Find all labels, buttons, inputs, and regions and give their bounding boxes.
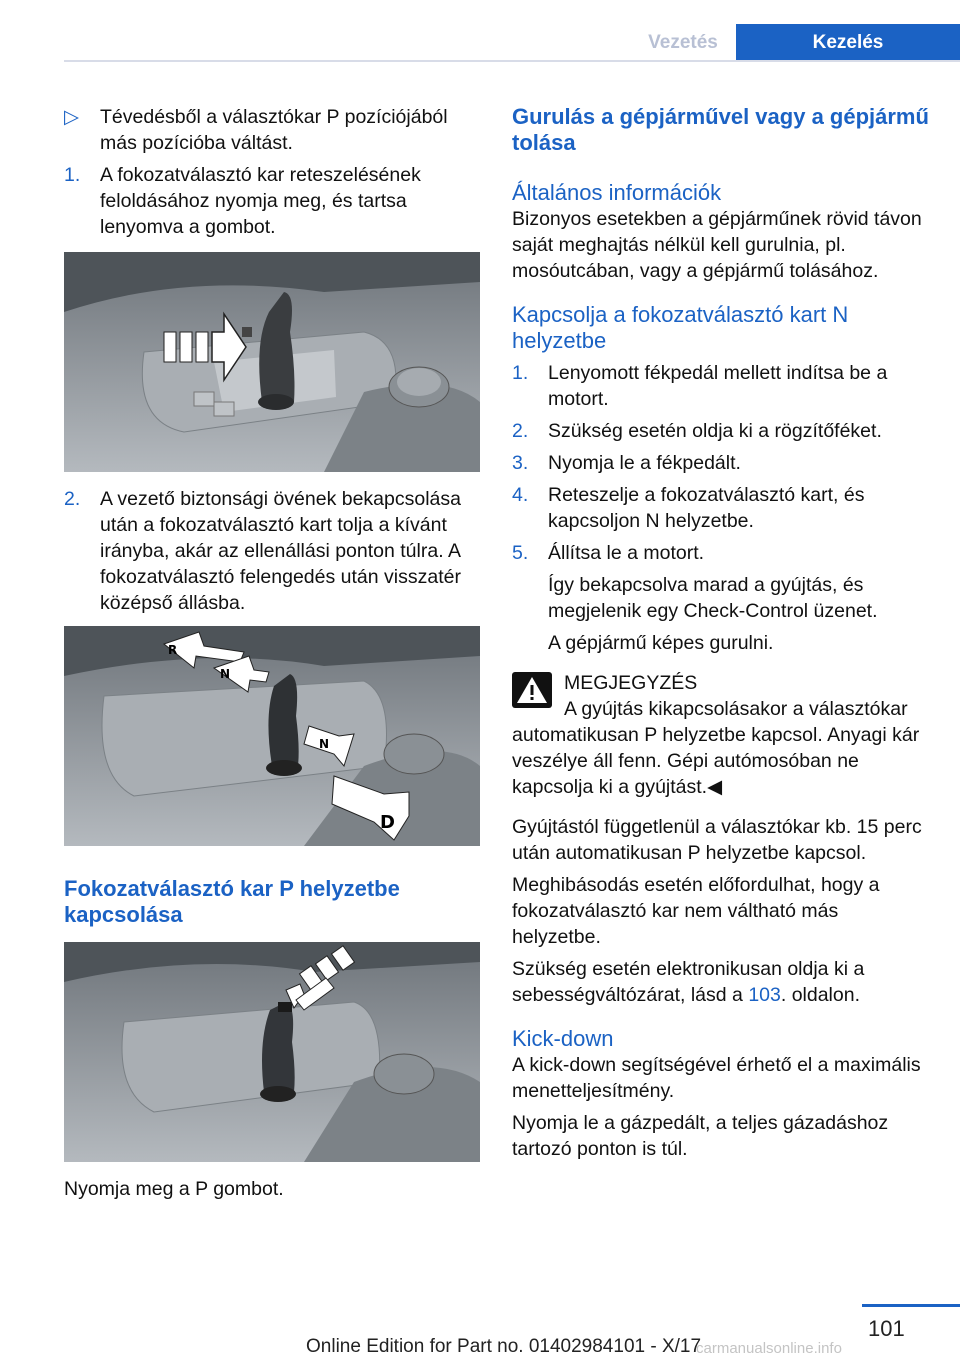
footer-divider (862, 1304, 960, 1307)
header-divider (64, 60, 960, 62)
step-number: 2. (512, 420, 529, 442)
gear-selector-photo-2 (64, 626, 480, 846)
gear-selector-photo-3 (64, 942, 480, 1162)
section-heading-main: Gurulás a gépjárművel vagy a gépjármű tolása (512, 104, 929, 155)
page-number: 101 (868, 1316, 905, 1341)
step-text: A fokozatválasztó kar reteszelésének feloldásához nyomja meg, és tartsa lenyomva a gombot. (100, 164, 421, 238)
subheading-kickdown: Kick-down (512, 1026, 614, 1051)
left-step2 (64, 486, 484, 616)
para-failure: Meghibásodás esetén előfordulhat, hogy a fokozatválasztó kar nem váltható más helyzetbe. (512, 874, 880, 948)
neutral-steps (512, 360, 932, 656)
step-number: 4. (512, 484, 529, 506)
step-item (64, 486, 484, 616)
tab-vezetes[interactable]: Vezetés (648, 32, 718, 53)
note-text: A gyújtás kikapcsolásakor a választókar automatikusan P helyzetbe kapcsol. Anyagi kár veszélye áll fenn. Gépi autómosóban ne kapcsolja ki a gyújtást.◀ (512, 698, 920, 798)
step-number: 2. (64, 488, 81, 510)
triangle-marker-icon: ▷ (64, 106, 79, 128)
step-item (64, 162, 484, 240)
warning-triangle-icon (512, 672, 552, 708)
tab-kezeles[interactable]: Kezelés (736, 24, 960, 62)
watermark: carmanualsonline.info (696, 1340, 842, 1357)
page-link[interactable]: 103 (748, 984, 781, 1006)
gear-label-r: R (168, 643, 178, 657)
left-instruction (64, 1176, 484, 1202)
section-heading-p: Fokozatválasztó kar P helyzetbe kapcsolása (64, 876, 400, 927)
general-text: Bizonyos esetekben a gépjárműnek rövid távon saját meghajtás nélkül kell gurulnia, pl. mosóutcában, vagy a gépjármű tolásához. (512, 208, 922, 282)
subheading-neutral: Kapcsolja a fokozatválasztó kart N helyzetbe (512, 302, 849, 353)
step-item (512, 418, 932, 444)
gear-label-d: D (380, 812, 395, 833)
right-column (512, 104, 932, 1162)
intro-text: Tévedésből a választókar P pozíciójából más pozícióba váltást. (100, 106, 448, 154)
kickdown-text-2: Nyomja le a gázpedált, a teljes gázadáshoz tartozó ponton is túl. (512, 1112, 889, 1160)
para-auto-p: Gyújtástól függetlenül a választókar kb. 15 perc után automatikusan P helyzetbe kapcsol. (512, 816, 922, 864)
step-item (512, 450, 932, 476)
gear-selector-photo-1 (64, 252, 480, 472)
gear-label-n: N (220, 667, 231, 681)
step-item (512, 482, 932, 534)
subheading-general: Általános információk (512, 180, 722, 205)
step5-sub2: A gépjármű képes gurulni. (548, 632, 774, 654)
step-text: Állítsa le a motort. (548, 542, 705, 564)
left-heading-block (64, 876, 484, 928)
step-number: 5. (512, 542, 529, 564)
step-text: Szükség esetén oldja ki a rögzítőféket. (548, 420, 882, 442)
step-number: 1. (512, 362, 529, 384)
step-text: Nyomja le a fékpedált. (548, 452, 741, 474)
gear-label-n2: N (319, 737, 330, 751)
step5-sub1: Így bekapcsolva marad a gyújtás, és megjelenik egy Check-Control üzenet. (548, 574, 878, 622)
edition-text: Online Edition for Part no. 01402984101 - X/17 (306, 1336, 702, 1357)
step-number: 3. (512, 452, 529, 474)
step-item (512, 360, 932, 412)
step-number: 1. (64, 164, 81, 186)
intro-item (64, 104, 484, 156)
p-instruction-text: Nyomja meg a P gombot. (64, 1178, 284, 1200)
step-item (512, 540, 932, 566)
step-text: Lenyomott fékpedál mellett indítsa be a motort. (548, 362, 888, 410)
note-title: MEGJEGYZÉS (564, 672, 698, 694)
para-unlock: Szükség esetén elektronikusan oldja ki a sebességváltózárat, lásd a 103. oldalon. (512, 958, 865, 1006)
step-text: Reteszelje a fokozatválasztó kart, és kapcsoljon N helyzetbe. (548, 484, 865, 532)
warning-note (512, 670, 932, 800)
kickdown-text-1: A kick-down segítségével érhető el a maximális menetteljesítmény. (512, 1054, 921, 1102)
left-column (64, 104, 484, 240)
step-text: A vezető biztonsági övének bekapcsolása után a fokozatválasztó kart tolja a kívánt irányba, akár az ellenállási ponton túlra. A fokozatválasztó felengedés után visszatér középső állásba. (100, 488, 461, 614)
